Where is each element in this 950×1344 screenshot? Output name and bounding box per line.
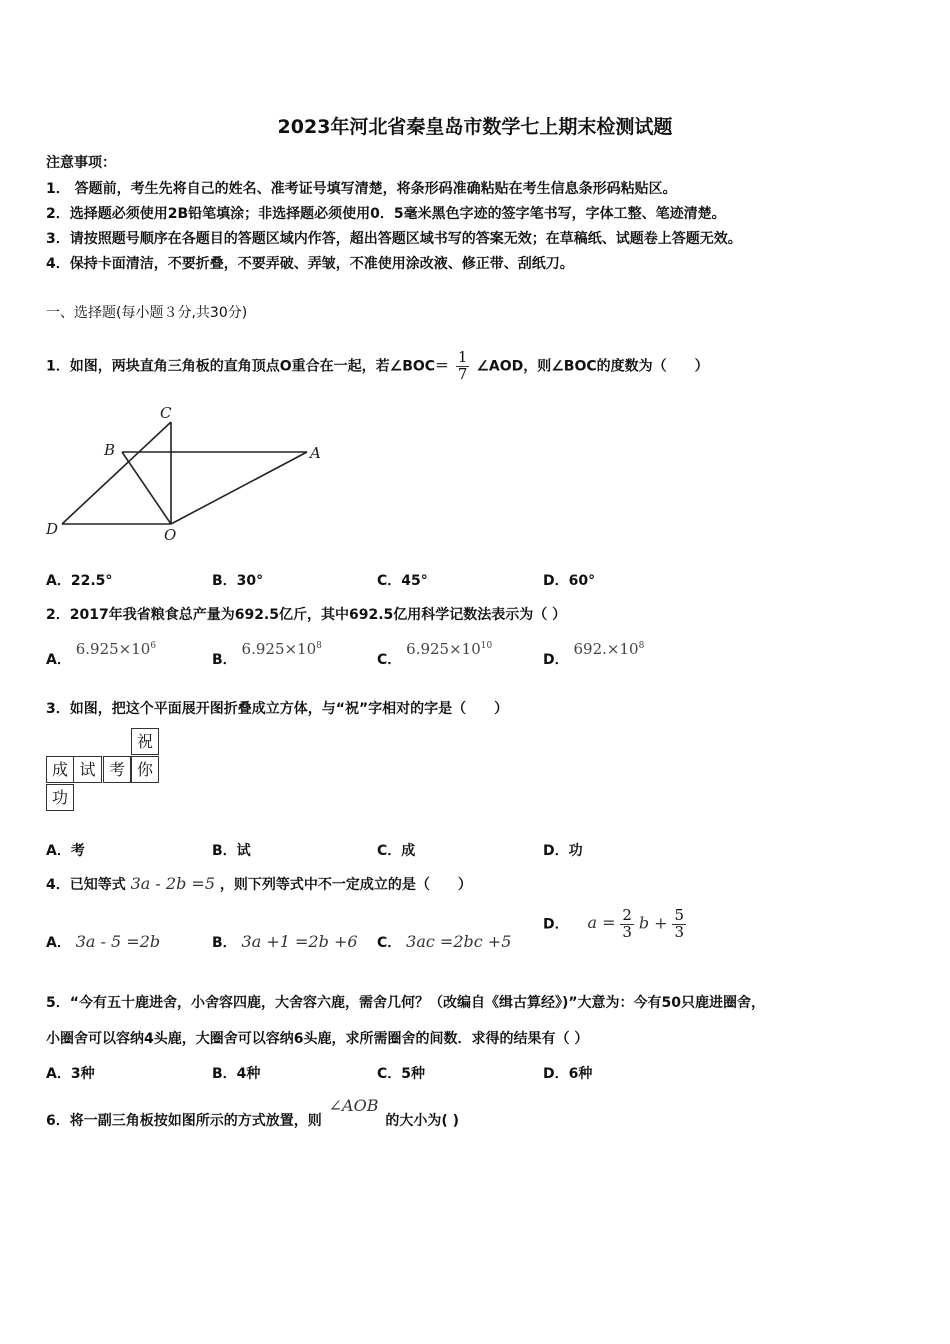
fraction-denominator: 7 [457,364,468,383]
q2-option-d[interactable]: D． $692.\times 10^8$ [543,640,645,668]
q4-option-b[interactable]: B． 3a +1 =2b +6 [212,932,358,951]
question-5-line-2: 小圈舍可以容纳4头鹿，大圈舍可以容纳6头鹿，求所需圈舍的间数．求得的结果有（ ） [46,1031,589,1047]
question-1-stem-b: ∠AOD，则∠BOC的度数为（ ） [476,358,709,375]
q3-option-c[interactable]: C．成 [377,843,416,859]
section-heading: 一、选择题(每小题３分,共30分) [46,305,248,321]
q5-option-b[interactable]: B．4种 [212,1066,261,1082]
q1-option-c[interactable]: C．45° [377,573,428,589]
net-cell-shi: 试 [74,756,102,783]
notice-item: 4．保持卡面清洁，不要折叠，不要弄破、弄皱，不准使用涂改液、修正带、刮纸刀。 [46,256,574,272]
label-c: C [160,404,172,422]
question-5-line-1: 5．“今有五十鹿进舍，小舍容四鹿，大舍容六鹿，需舍几何？（改编自《缉古算经》)”大意为：今有50只鹿进圈舍， [46,995,766,1011]
notice-item: 3．请按照题号顺序在各题目的答题区域内作答，超出答题区域书写的答案无效；在草稿纸、试题卷上答题无效。 [46,231,742,247]
segment-ao [171,452,307,524]
q3-option-a[interactable]: A．考 [46,843,85,859]
fraction-one-seventh [456,350,470,383]
question-3-stem: 3．如图，把这个平面展开图折叠成立方体，与“祝”字相对的字是（ ） [46,701,509,717]
notice-heading: 注意事项： [46,155,116,171]
question-1-figure [40,400,340,550]
question-4-stem: 4．已知等式 3a - 2b =5 ，则下列等式中不一定成立的是（ ） [46,874,472,893]
notice-item: 1． 答题前，考生先将自己的姓名、准考证号填写清楚，将条形码准确粘贴在考生信息条形码粘贴区。 [46,181,677,197]
q4-option-d[interactable]: D． a = $\frac{2}{3}$ b + $\frac{5}{3}$ [543,906,684,941]
segment-bo [122,452,171,524]
angle-aob: ∠AOB [328,1096,379,1115]
q1-option-d[interactable]: D．60° [543,573,596,589]
q3-option-b[interactable]: B．试 [212,843,251,859]
equation: 3a - 2b =5 [130,874,216,893]
q5-option-a[interactable]: A．3种 [46,1066,95,1082]
question-1-stem-a: 1．如图，两块直角三角板的直角顶点O重合在一起，若∠BOC＝ [46,358,450,375]
label-a: A [310,444,321,462]
label-d: D [46,520,59,538]
q4-option-c[interactable]: C． 3ac =2bc +5 [377,932,512,951]
label-b: B [104,441,116,459]
net-cell-cheng: 成 [46,756,74,783]
question-1-stem [46,350,709,383]
net-cell-zhu: 祝 [131,728,159,755]
q1-option-b[interactable]: B．30° [212,573,264,589]
q5-option-c[interactable]: C．5种 [377,1066,426,1082]
question-2-stem: 2．2017年我省粮食总产量为692.5亿斤，其中692.5亿用科学记数法表示为（ ） [46,607,567,623]
q4-option-a[interactable]: A． 3a - 5 =2b [46,932,161,951]
net-cell-gong: 功 [46,784,74,811]
q3-option-d[interactable]: D．功 [543,843,583,859]
segment-dc [62,422,171,524]
net-cell-kao: 考 [103,756,131,783]
cube-net [46,728,166,816]
label-o: O [164,526,177,544]
fraction-numerator: 1 [457,348,468,366]
question-6-stem: 6．将一副三角板按如图所示的方式放置，则 ∠AOB 的大小为( ) [46,1096,460,1129]
q5-option-d[interactable]: D．6种 [543,1066,593,1082]
page-title: 2023年河北省秦皇岛市数学七上期末检测试题 [277,116,673,138]
q2-option-a[interactable]: A． $6.925\times 10^6$ [46,640,157,668]
q1-option-a[interactable]: A．22.5° [46,573,113,589]
net-cell-ni: 你 [131,756,159,783]
q2-option-b[interactable]: B． $6.925\times 10^8$ [212,640,322,668]
q2-option-c[interactable]: C． $6.925\times 10^{10}$ [377,640,493,668]
notice-item: 2．选择题必须使用2B铅笔填涂；非选择题必须使用0．5毫米黑色字迹的签字笔书写，字体工整、笔迹清楚。 [46,206,726,222]
